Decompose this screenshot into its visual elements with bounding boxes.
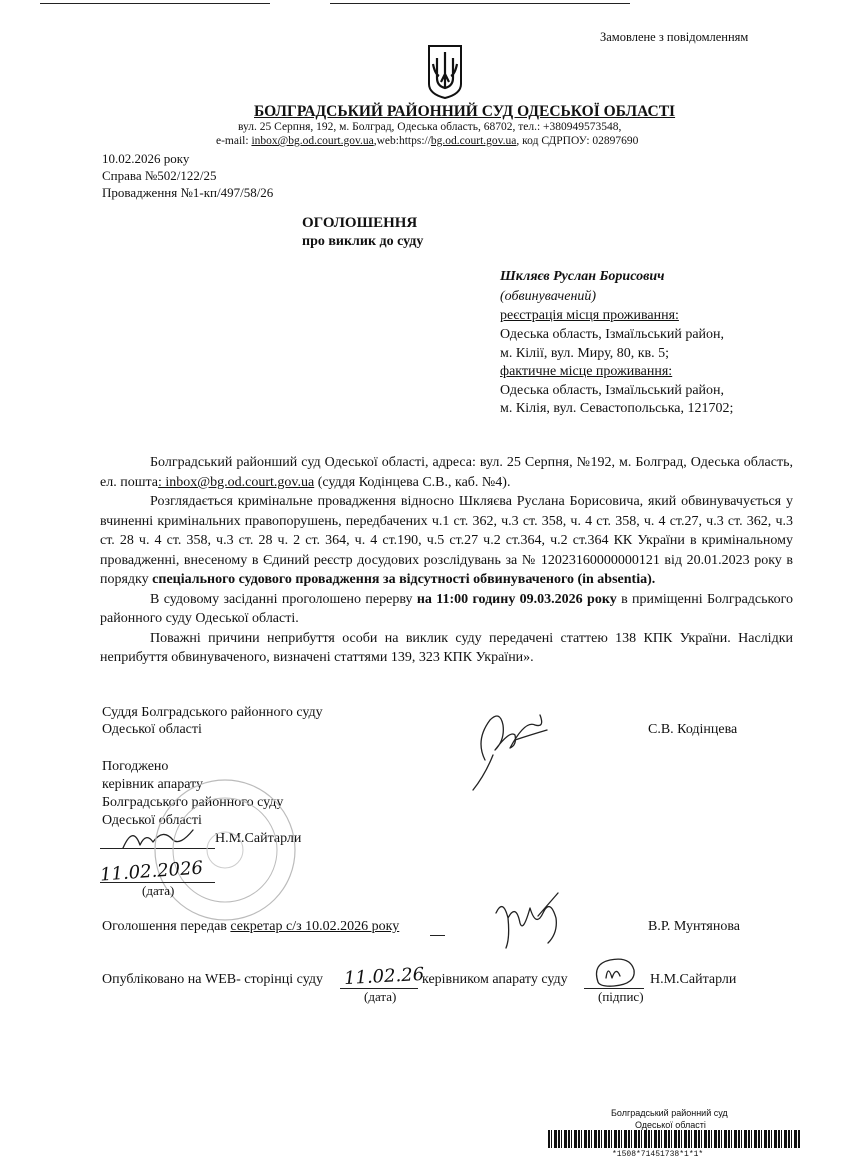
- publication-date-caption: (дата): [364, 989, 397, 1004]
- body-email-link[interactable]: : inbox@bg.od.court.gov.ua: [157, 474, 315, 490]
- registration-label: реєстрація місця проживання:: [500, 308, 679, 323]
- actual-residence-line-2: м. Кілія, вул. Севастопольська, 121702;: [500, 401, 734, 416]
- judge-title-line-2: Одеської області: [102, 722, 202, 737]
- approval-date-caption: (дата): [142, 883, 175, 898]
- secretary-sign-line: [430, 935, 445, 936]
- publication-text: Опубліковано на WEB- сторінці суду: [102, 972, 323, 987]
- court-web-link[interactable]: bg.od.court.gov.ua: [430, 135, 517, 147]
- judge-name: С.В. Кодінцева: [648, 722, 738, 737]
- coat-of-arms-icon: [427, 44, 463, 100]
- court-stamp-icon: [150, 775, 300, 925]
- actual-residence-label: фактичне місце проживання:: [500, 364, 673, 379]
- secretary-line: Оголошення передав секретар с/з 10.02.2026 року: [102, 919, 400, 934]
- paragraph-case-description: Розглядається кримінальне провадження відносно Шкляєва Руслана Борисовича, який обвинувачується у вчиненні кримінальних правопорушень, передбачених ч.1 ст. 362, ч.3 ст. 358, ч. 4 ст. 358, ч. 4 ст.27, ч.3 ст. 362, ч.3 ст. 28 ч. 4 ст. 358, ч.3 ст. 28 ч. 2 ст. 364, ч. 4 ст.190, ч.5 ст.27 ч.2 ст.364, ч.2 ст.364 КК України в кримінальному провадженні, внесеному в Єдиний реєстр досудових розслідувань за № 12023160000000121 від 20.01.2023 року в порядку спеціального судового провадження за відсутності обвинуваченого (in absentia).: [100, 494, 793, 587]
- court-email-link[interactable]: inbox@bg.od.court.gov.ua: [251, 135, 374, 147]
- publication-handwritten-date: 11.02.26: [343, 963, 425, 990]
- case-number: Справа №502/122/25: [102, 168, 217, 183]
- announcement-subtitle: про виклик до суду: [302, 234, 424, 249]
- paragraph-consequences: Поважні причини неприбуття особи на виклик суду передачені статтею 138 КПК України. Наслідки неприбуття обвинуваченого, визначені статтями 139, 323 КПК України».: [100, 630, 793, 665]
- scan-edge-line: [40, 3, 270, 4]
- email-prefix: e-mail:: [216, 135, 252, 147]
- publication-name: Н.М.Сайтарли: [650, 972, 737, 987]
- approval-line-3: Одеської області: [102, 813, 202, 828]
- proceeding-number: Провадження №1-кп/497/58/26: [102, 185, 274, 200]
- approval-name: Н.М.Сайтарли: [215, 831, 302, 846]
- addressee-name: Шкляєв Руслан Борисович: [500, 269, 665, 284]
- approval-line-2: Болградського районного суду: [102, 795, 284, 810]
- registration-line-2: м. Кілії, вул. Миру, 80, кв. 5;: [500, 346, 670, 361]
- registration-line-1: Одеська область, Ізмаїльський район,: [500, 327, 725, 342]
- doc-date: 10.02.2026 року: [102, 151, 190, 166]
- barcode-text: *1508*71451738*1*1*: [612, 1150, 704, 1159]
- paragraph-hearing-date: В судовому засіданні проголошено перерву на 11:00 годину 09.03.2026 року в приміщенні Болградського районного суду Одеської області.: [100, 591, 794, 626]
- header-note: Замовлене з повідомленням: [600, 30, 749, 44]
- footer-stamp-line-1: Болградський районний суд: [611, 1108, 728, 1118]
- court-edrpou: , код СДРПОУ: 02897690: [516, 135, 639, 147]
- announcement-body: [100, 453, 793, 668]
- publication-signature-icon: [590, 954, 640, 990]
- court-address: вул. 25 Серпня, 192, м. Болград, Одеська область, 68702, тел.: +380949573548,: [238, 121, 622, 133]
- paragraph-court-address: Болградський районший суд Одеської області, адреса: вул. 25 Серпня, №192, м. Болград, Одеська область, ел. пошта: inbox@bg.od.court.gov.ua (суддя Кодінцева С.В., каб. №4).: [100, 455, 793, 490]
- approval-handwritten-date: 11.02.2026: [99, 857, 204, 886]
- approval-label: Погоджено: [102, 759, 169, 774]
- announcement-title: ОГОЛОШЕННЯ: [302, 215, 418, 231]
- approval-line-1: керівник апарату: [102, 777, 203, 792]
- judge-title-line-1: Суддя Болградського районного суду: [102, 705, 323, 720]
- judge-signature-icon: [455, 700, 555, 795]
- footer-stamp-line-2: Одеської області: [635, 1120, 706, 1130]
- publication-sign-caption: (підпис): [598, 989, 644, 1004]
- addressee-role: (обвинувачений): [500, 289, 597, 304]
- secretary-name: В.Р. Мунтянова: [648, 919, 740, 934]
- publication-by: керівником апарату суду: [422, 972, 568, 987]
- secretary-signature-icon: [488, 888, 568, 958]
- court-contacts: [216, 135, 638, 147]
- web-prefix: ,web:https://: [373, 135, 431, 147]
- barcode: [548, 1130, 800, 1148]
- court-name: БОЛГРАДСЬКИЙ РАЙОННИЙ СУД ОДЕСЬКОЇ ОБЛАСТІ: [254, 103, 676, 120]
- scan-edge-line: [330, 3, 630, 4]
- actual-residence-line-1: Одеська область, Ізмаїльський район,: [500, 383, 725, 398]
